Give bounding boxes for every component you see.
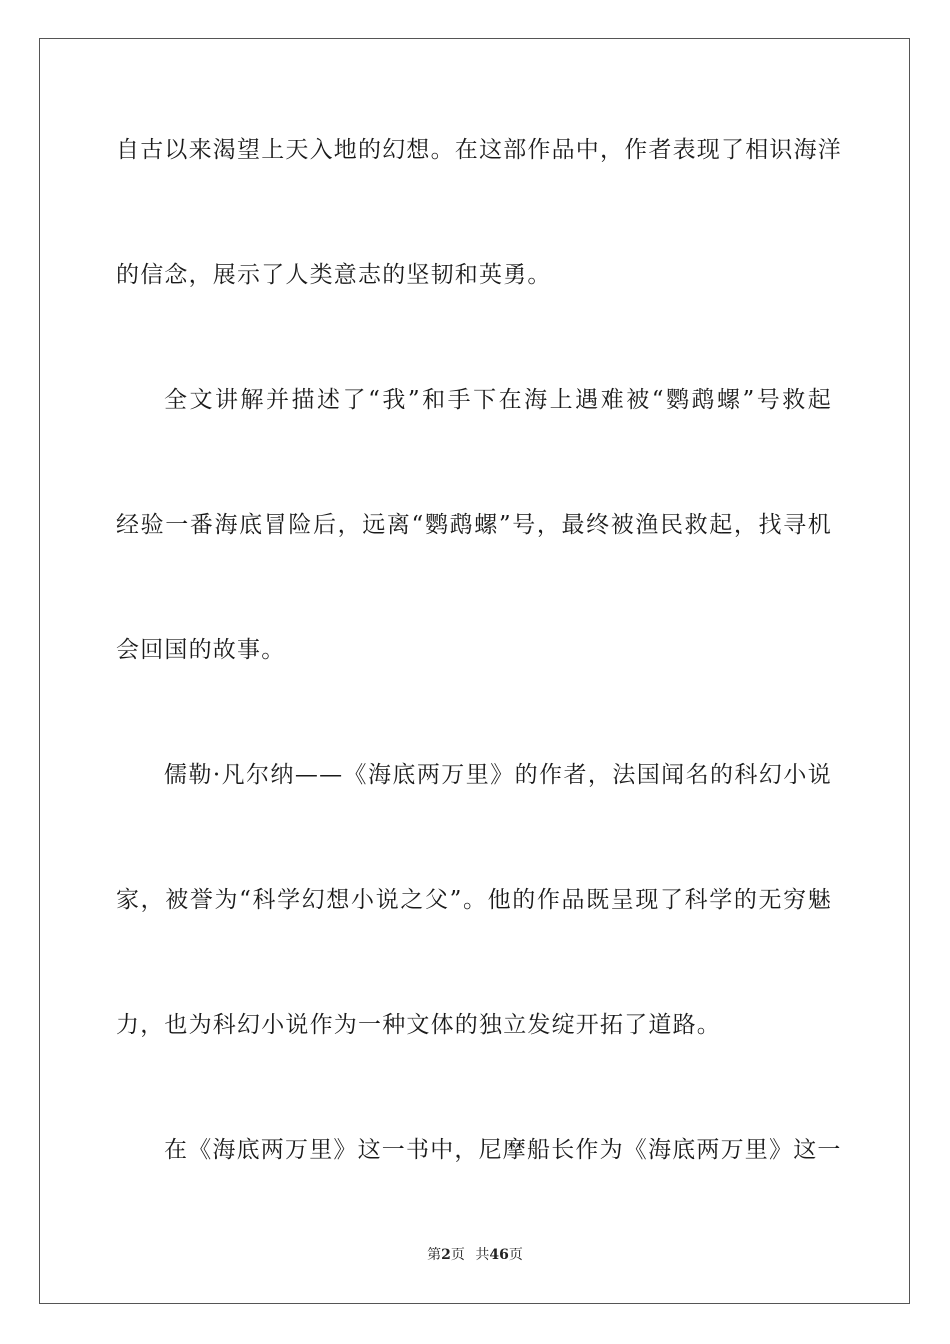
- text-line-8: 力，也为科幻小说作为一种文体的独立发绽开拓了道路。: [116, 1012, 721, 1038]
- page-footer: [0, 1244, 950, 1264]
- current-page-number: 2: [441, 1247, 451, 1263]
- page-indicator: 第2页: [427, 1247, 465, 1263]
- text-line-4: 经验一番海底冒险后，远离“鹦鹉螺”号，最终被渔民救起，找寻机: [116, 512, 832, 538]
- text-line-2: 的信念，展示了人类意志的坚韧和英勇。: [116, 262, 552, 288]
- text-line-3: 全文讲解并描述了“我”和手下在海上遇难被“鹦鹉螺”号救起: [164, 387, 832, 413]
- total-pages-number: 46: [489, 1247, 509, 1263]
- total-pages-indicator: 共46页: [475, 1247, 523, 1263]
- text-line-1: 自古以来渴望上天入地的幻想。在这部作品中，作者表现了相识海洋: [116, 137, 842, 163]
- page-border: [39, 38, 910, 1304]
- text-line-9: 在《海底两万里》这一书中，尼摩船长作为《海底两万里》这一: [164, 1137, 842, 1163]
- text-line-6: 儒勒·凡尔纳——《海底两万里》的作者，法国闻名的科幻小说: [164, 762, 832, 788]
- text-line-5: 会回国的故事。: [116, 637, 286, 663]
- text-line-7: 家，被誉为“科学幻想小说之父”。他的作品既呈现了科学的无穷魅: [116, 887, 832, 913]
